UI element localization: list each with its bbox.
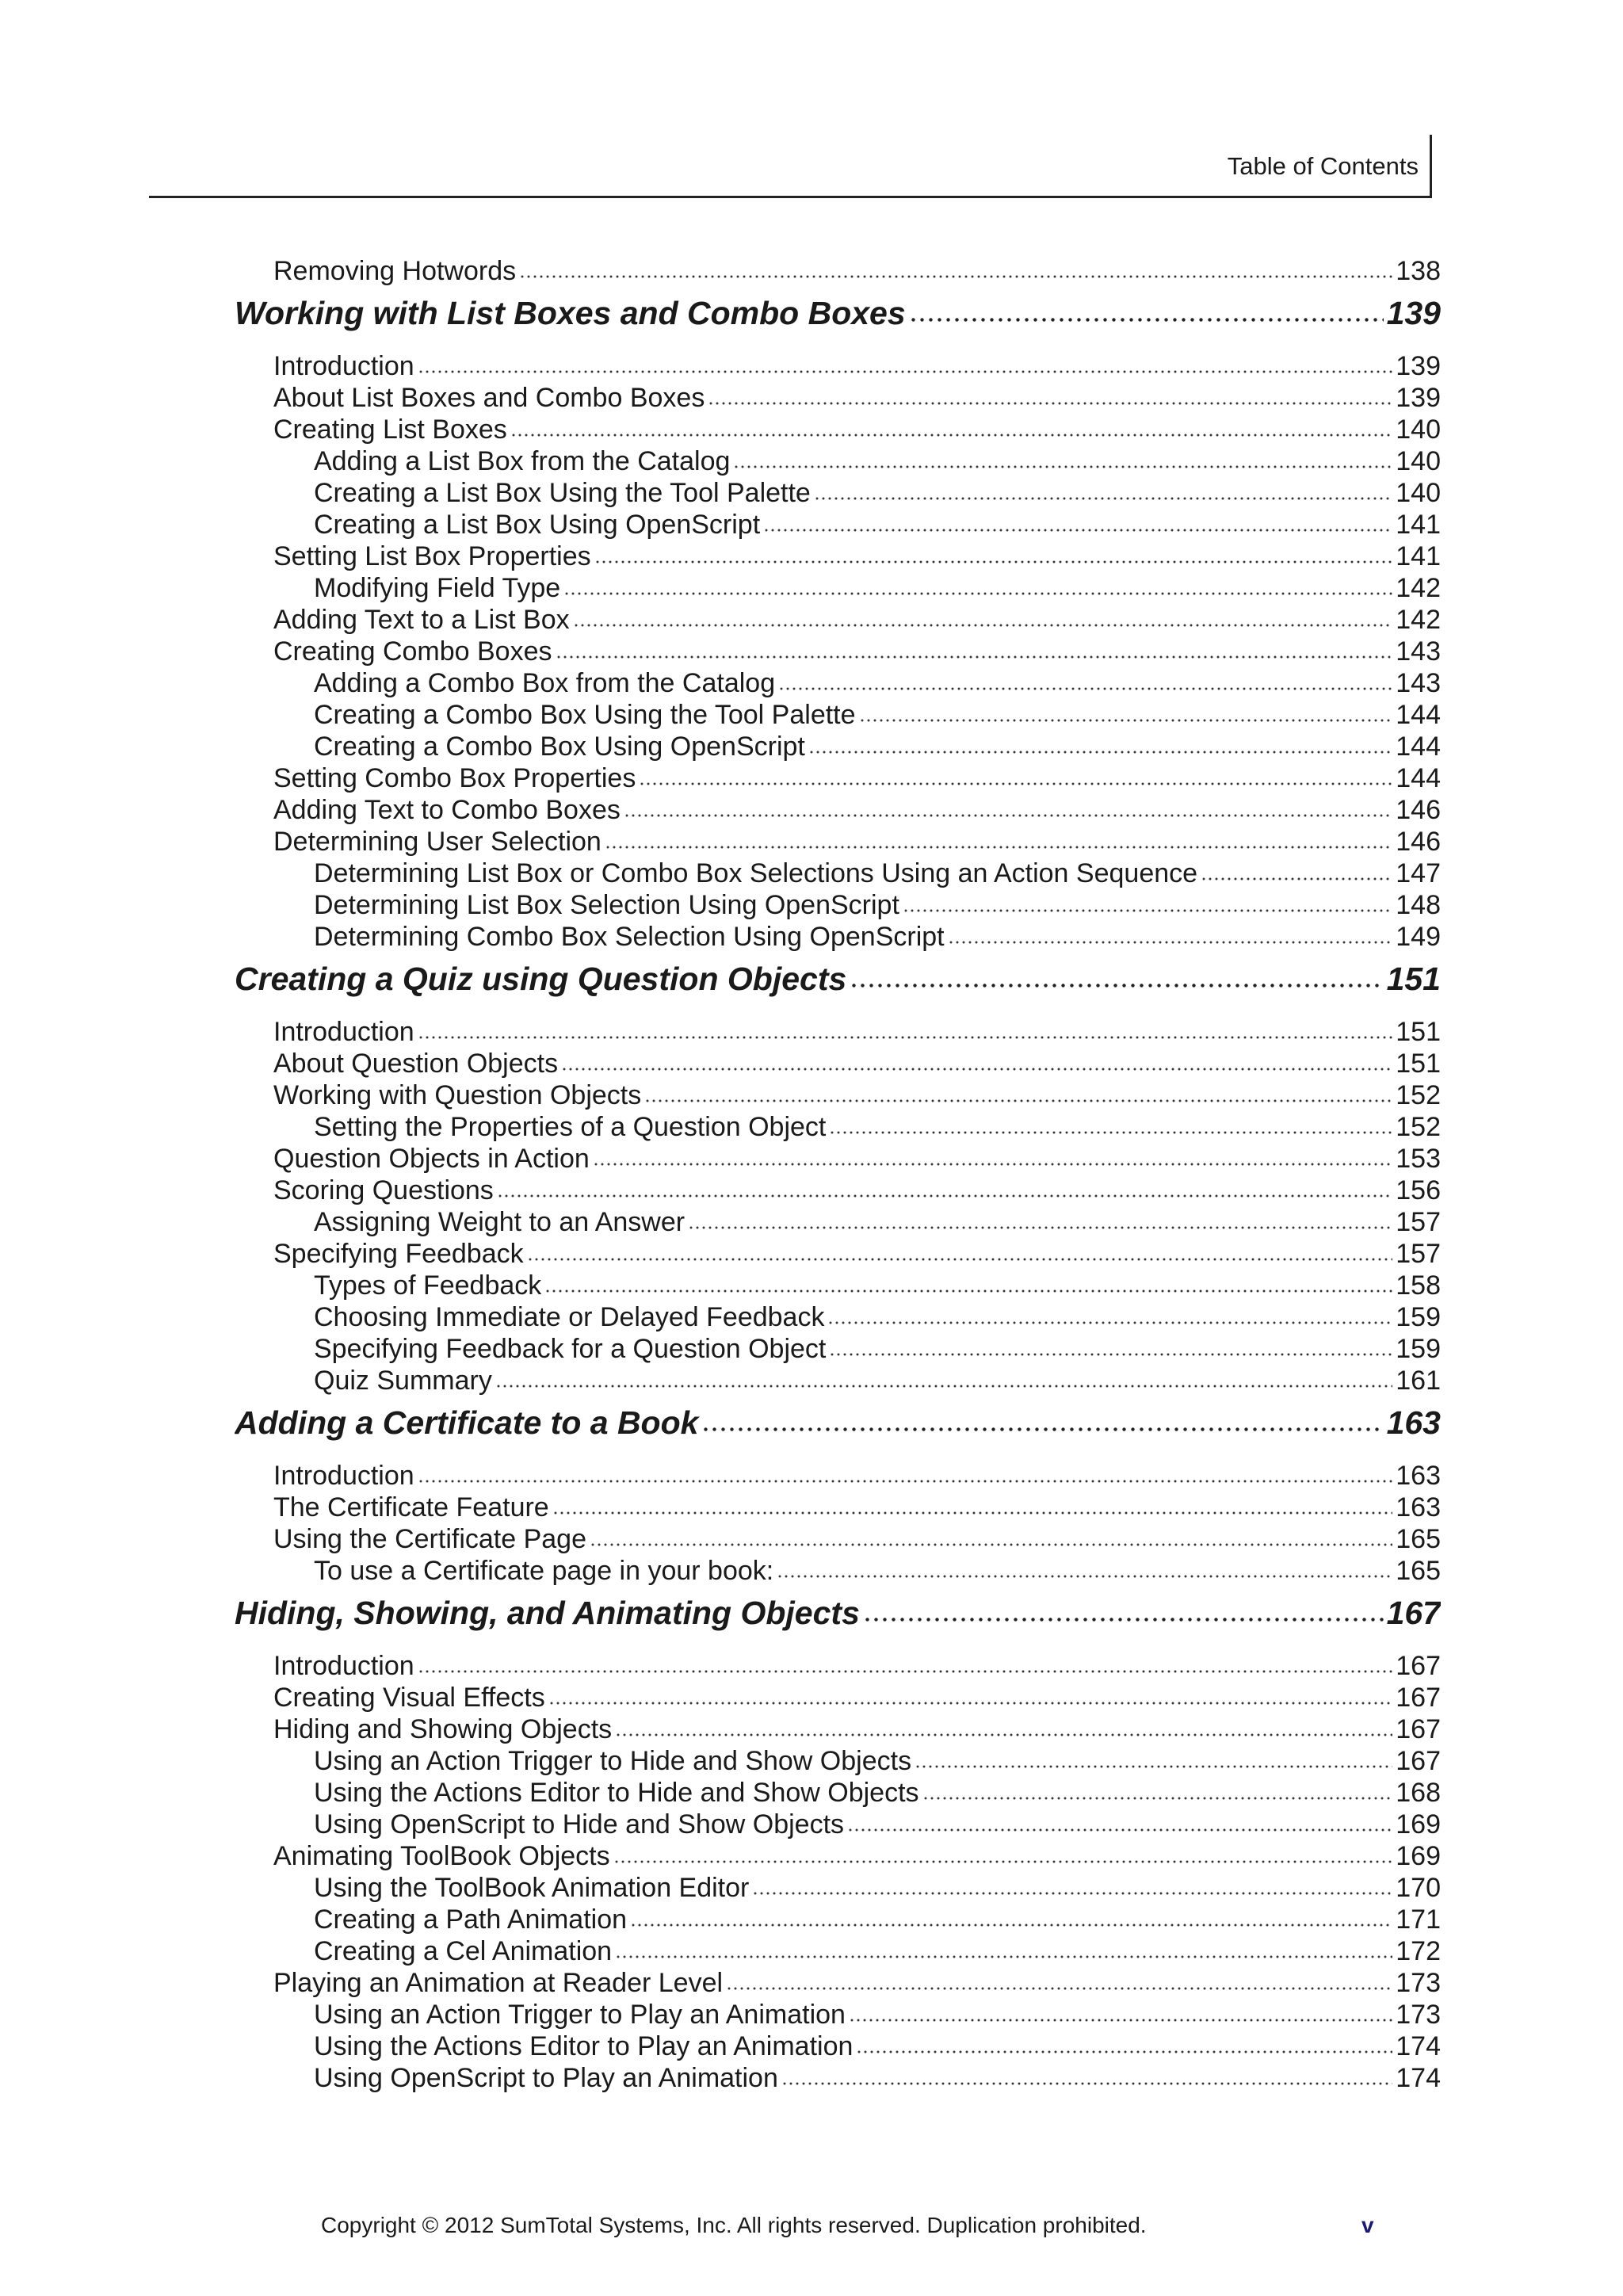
- toc-entry[interactable]: [314, 1206, 1441, 1238]
- dot-leader: [863, 1613, 1384, 1624]
- toc-entry[interactable]: [314, 1301, 1441, 1333]
- toc-entry-page: 165: [1396, 1524, 1441, 1554]
- toc-entry-page: 138: [1396, 256, 1441, 286]
- toc-entry-title: Question Objects in Action: [273, 1144, 590, 1174]
- toc-entry-title: Creating a List Box Using OpenScript: [314, 510, 761, 540]
- toc-entry-title: Using OpenScript to Hide and Show Objects: [314, 1809, 845, 1839]
- footer-copyright: Copyright © 2012 SumTotal Systems, Inc. All rights reserved. Duplication prohibited.: [321, 2213, 1147, 2237]
- toc-entry-title: Setting List Box Properties: [273, 541, 591, 571]
- dot-leader: [639, 777, 1392, 787]
- toc-entry-title: Specifying Feedback for a Question Object: [314, 1334, 827, 1364]
- dot-leader: [556, 651, 1393, 660]
- toc-entry[interactable]: [314, 1872, 1441, 1904]
- toc-entry-page: 142: [1396, 605, 1441, 635]
- toc-entry[interactable]: [273, 794, 1441, 826]
- toc-entry-title: Introduction: [273, 351, 414, 381]
- dot-leader: [593, 1158, 1392, 1167]
- toc-entry[interactable]: [273, 382, 1441, 414]
- toc-entry-page: 139: [1396, 383, 1441, 413]
- toc-entry-title: Creating List Boxes: [273, 415, 507, 445]
- toc-entry-page: 167: [1396, 1714, 1441, 1744]
- dot-leader: [590, 1538, 1392, 1548]
- dot-leader: [856, 2046, 1392, 2055]
- dot-leader: [624, 809, 1392, 819]
- toc-entry-page: 159: [1396, 1334, 1441, 1364]
- toc-entry-title: Creating Visual Effects: [273, 1683, 545, 1713]
- dot-leader: [847, 1824, 1392, 1833]
- dot-leader: [922, 1792, 1393, 1801]
- toc-entry-title: Assigning Weight to an Answer: [314, 1207, 685, 1237]
- toc-entry-title: Setting the Properties of a Question Object: [314, 1112, 827, 1142]
- dot-leader: [561, 1063, 1392, 1072]
- toc-entry[interactable]: [314, 1270, 1441, 1301]
- toc-entry-title: Determining List Box or Combo Box Selections Using an Action Sequence: [314, 858, 1198, 888]
- dot-leader: [605, 841, 1392, 850]
- toc-entry-page: 165: [1396, 1556, 1441, 1586]
- dot-leader: [418, 365, 1393, 375]
- dot-leader: [752, 1887, 1392, 1897]
- toc-entry-title: Setting Combo Box Properties: [273, 763, 636, 793]
- toc-entry[interactable]: [314, 1809, 1441, 1840]
- toc-entry-title: About Question Objects: [273, 1049, 559, 1079]
- toc-entry[interactable]: [273, 604, 1441, 636]
- toc-entry[interactable]: [314, 667, 1441, 699]
- toc-entry-title: Scoring Questions: [273, 1175, 494, 1205]
- footer-page-number: v: [1361, 2213, 1374, 2237]
- dot-leader: [829, 1348, 1392, 1358]
- toc-entry-title: Adding Text to Combo Boxes: [273, 795, 621, 825]
- toc-chapter-entry[interactable]: [235, 1593, 1441, 1633]
- toc-entry[interactable]: [273, 1967, 1441, 1999]
- toc-entry-page: 146: [1396, 827, 1441, 857]
- toc-entry[interactable]: [273, 414, 1441, 445]
- toc-entry-title: Introduction: [273, 1017, 414, 1047]
- toc-entry-title: Using an Action Trigger to Hide and Show Objects: [314, 1746, 912, 1776]
- dot-leader: [903, 904, 1392, 914]
- toc-entry-title: Using the Actions Editor to Play an Animation: [314, 2031, 854, 2061]
- toc-entry-title: Animating ToolBook Objects: [273, 1841, 610, 1871]
- dot-leader: [909, 313, 1384, 324]
- toc-entry[interactable]: [273, 1682, 1441, 1713]
- toc-entry[interactable]: [273, 826, 1441, 858]
- dot-leader: [859, 714, 1393, 724]
- toc-entry-page: 141: [1396, 510, 1441, 540]
- toc-entry-title: Using the Actions Editor to Hide and Show Objects: [314, 1778, 919, 1808]
- toc-entry-title: Creating a List Box Using the Tool Palette: [314, 478, 811, 508]
- toc-entry-page: 167: [1396, 1651, 1441, 1681]
- toc-entry[interactable]: [273, 350, 1441, 382]
- dot-leader: [778, 682, 1392, 692]
- dot-leader: [829, 1126, 1392, 1136]
- toc-entry-title: Removing Hotwords: [273, 256, 517, 286]
- toc-entry-page: 157: [1396, 1207, 1441, 1237]
- dot-leader: [552, 1507, 1393, 1516]
- toc-entry-title: Introduction: [273, 1651, 414, 1681]
- toc-entry-title: Adding a List Box from the Catalog: [314, 446, 731, 476]
- toc-entry-page: 167: [1386, 1595, 1441, 1631]
- toc-entry[interactable]: [314, 1111, 1441, 1143]
- toc-entry-title: Using the ToolBook Animation Editor: [314, 1873, 750, 1903]
- toc-entry[interactable]: [273, 636, 1441, 667]
- toc-entry-page: 174: [1396, 2063, 1441, 2093]
- toc-entry-page: 142: [1396, 573, 1441, 603]
- toc-entry-page: 143: [1396, 636, 1441, 667]
- toc-entry-page: 163: [1396, 1492, 1441, 1522]
- toc-entry-page: 151: [1396, 1017, 1441, 1047]
- toc-entry-title: To use a Certificate page in your book:: [314, 1556, 774, 1586]
- dot-leader: [849, 2014, 1392, 2023]
- toc-entry-page: 140: [1396, 478, 1441, 508]
- toc-entry[interactable]: [314, 1555, 1441, 1587]
- toc-entry-page: 168: [1396, 1778, 1441, 1808]
- dot-leader: [418, 1665, 1393, 1675]
- toc-entry-page: 157: [1396, 1239, 1441, 1269]
- toc-entry-title: Determining Combo Box Selection Using OpenScript: [314, 922, 945, 952]
- toc-entry-title: The Certificate Feature: [273, 1492, 549, 1522]
- toc-entry[interactable]: [273, 1016, 1441, 1048]
- toc-entry[interactable]: [273, 1713, 1441, 1745]
- toc-entry-page: 144: [1396, 700, 1441, 730]
- toc-entry-page: 146: [1396, 795, 1441, 825]
- toc-entry[interactable]: [314, 445, 1441, 477]
- dot-leader: [644, 1095, 1392, 1104]
- toc-entry-page: 159: [1396, 1302, 1441, 1332]
- toc-chapter-entry[interactable]: [235, 293, 1441, 333]
- dot-leader: [1201, 873, 1392, 882]
- toc-entry-title: Working with List Boxes and Combo Boxes: [235, 295, 906, 331]
- toc-entry[interactable]: [273, 1650, 1441, 1682]
- toc-entry[interactable]: [314, 889, 1441, 921]
- toc-entry-page: 163: [1396, 1461, 1441, 1491]
- dot-leader: [733, 460, 1392, 470]
- toc-entry-title: Hiding and Showing Objects: [273, 1714, 613, 1744]
- toc-entry-page: 170: [1396, 1873, 1441, 1903]
- toc-entry-page: 161: [1396, 1366, 1441, 1396]
- toc-entry-title: Adding Text to a List Box: [273, 605, 570, 635]
- toc-entry[interactable]: [314, 1999, 1441, 2030]
- toc-entry-title: Creating a Cel Animation: [314, 1936, 613, 1966]
- dot-leader: [594, 556, 1393, 565]
- toc-entry[interactable]: [314, 477, 1441, 509]
- toc-entry[interactable]: [314, 1777, 1441, 1809]
- toc-entry-title: Creating a Path Animation: [314, 1904, 628, 1935]
- toc-entry-title: Creating Combo Boxes: [273, 636, 552, 667]
- dot-leader: [777, 1570, 1392, 1580]
- dot-leader: [701, 1423, 1383, 1434]
- toc-entry-title: Modifying Field Type: [314, 573, 561, 603]
- dot-leader: [563, 587, 1392, 597]
- toc-entry-title: Types of Feedback: [314, 1270, 542, 1301]
- dot-leader: [527, 1253, 1393, 1263]
- toc-entry[interactable]: [273, 1175, 1441, 1206]
- toc-entry[interactable]: [314, 699, 1441, 731]
- toc-entry-title: Using an Action Trigger to Play an Animation: [314, 2000, 846, 2030]
- toc-entry[interactable]: [314, 731, 1441, 762]
- toc-entry-page: 167: [1396, 1683, 1441, 1713]
- toc-entry[interactable]: [273, 1523, 1441, 1555]
- dot-leader: [418, 1031, 1393, 1041]
- toc-entry-page: 152: [1396, 1080, 1441, 1110]
- toc-entry-page: 151: [1386, 961, 1441, 997]
- dot-leader: [630, 1919, 1392, 1928]
- toc-entry-title: Creating a Quiz using Question Objects: [235, 961, 847, 997]
- dot-leader: [726, 1982, 1392, 1992]
- toc-entry-page: 163: [1386, 1404, 1441, 1441]
- toc-entry[interactable]: [273, 1079, 1441, 1111]
- toc-entry-page: 169: [1396, 1809, 1441, 1839]
- toc-entry[interactable]: [314, 2062, 1441, 2094]
- toc-entry[interactable]: [273, 1840, 1441, 1872]
- toc-entry-page: 149: [1396, 922, 1441, 952]
- dot-leader: [495, 1380, 1392, 1389]
- toc-entry-title: Determining List Box Selection Using OpenScript: [314, 890, 899, 920]
- toc-entry-title: Introduction: [273, 1461, 414, 1491]
- dot-leader: [948, 936, 1393, 946]
- toc-entry-title: Adding a Combo Box from the Catalog: [314, 668, 776, 698]
- toc-entry[interactable]: [314, 1745, 1441, 1777]
- toc-entry-page: 156: [1396, 1175, 1441, 1205]
- toc-entry-title: Hiding, Showing, and Animating Objects: [235, 1595, 860, 1631]
- toc-entry[interactable]: [314, 1333, 1441, 1365]
- dot-leader: [573, 619, 1393, 628]
- toc-entry-page: 140: [1396, 415, 1441, 445]
- toc-entry-page: 173: [1396, 2000, 1441, 2030]
- toc-entry[interactable]: [273, 1492, 1441, 1523]
- toc-entry[interactable]: [273, 1143, 1441, 1175]
- dot-leader: [615, 1950, 1392, 1960]
- toc-entry-page: 152: [1396, 1112, 1441, 1142]
- running-header: Table of Contents: [1227, 152, 1419, 180]
- toc-entry-page: 144: [1396, 763, 1441, 793]
- dot-leader: [781, 2077, 1392, 2087]
- toc-entry-page: 174: [1396, 2031, 1441, 2061]
- toc-entry-title: Quiz Summary: [314, 1366, 492, 1396]
- toc-entry[interactable]: [314, 572, 1441, 604]
- toc-entry[interactable]: [273, 1238, 1441, 1270]
- toc-entry[interactable]: [314, 1935, 1441, 1967]
- toc-entry-page: 141: [1396, 541, 1441, 571]
- toc-entry-page: 153: [1396, 1144, 1441, 1174]
- toc-entry-title: Creating a Combo Box Using the Tool Palette: [314, 700, 856, 730]
- toc-entry-title: Creating a Combo Box Using OpenScript: [314, 732, 805, 762]
- toc-entry[interactable]: [273, 1460, 1441, 1492]
- toc-entry-title: Working with Question Objects: [273, 1080, 642, 1110]
- toc-entry-page: 171: [1396, 1904, 1441, 1935]
- toc-entry-page: 167: [1396, 1746, 1441, 1776]
- toc-entry-page: 173: [1396, 1968, 1441, 1998]
- toc-entry-page: 172: [1396, 1936, 1441, 1966]
- toc-entry[interactable]: [314, 2030, 1441, 2062]
- toc-entry[interactable]: [314, 1904, 1441, 1935]
- toc-entry-page: 140: [1396, 446, 1441, 476]
- toc-entry-page: 139: [1386, 295, 1441, 331]
- toc-entry[interactable]: [314, 509, 1441, 541]
- dot-leader: [808, 746, 1392, 755]
- toc-chapter-entry[interactable]: [235, 1403, 1441, 1442]
- dot-leader: [548, 1697, 1393, 1706]
- toc-entry[interactable]: [273, 1048, 1441, 1079]
- dot-leader: [708, 397, 1392, 407]
- toc-entry-title: About List Boxes and Combo Boxes: [273, 383, 705, 413]
- toc-entry-page: 144: [1396, 732, 1441, 762]
- dot-leader: [688, 1221, 1392, 1231]
- toc-entry[interactable]: [273, 255, 1441, 287]
- toc-entry-title: Using the Certificate Page: [273, 1524, 586, 1554]
- dot-leader: [814, 492, 1392, 502]
- toc-entry-page: 151: [1396, 1049, 1441, 1079]
- toc-entry-page: 139: [1396, 351, 1441, 381]
- toc-entry-page: 148: [1396, 890, 1441, 920]
- toc-entry-page: 147: [1396, 858, 1441, 888]
- toc-entry-page: 158: [1396, 1270, 1441, 1301]
- dot-leader: [763, 524, 1392, 533]
- dot-leader: [915, 1760, 1392, 1770]
- dot-leader: [418, 1475, 1393, 1484]
- toc-entry[interactable]: [273, 762, 1441, 794]
- toc-entry-title: Using OpenScript to Play an Animation: [314, 2063, 778, 2093]
- dot-leader: [519, 270, 1392, 280]
- dot-leader: [544, 1285, 1392, 1294]
- toc-entry-title: Determining User Selection: [273, 827, 601, 857]
- toc-entry-page: 169: [1396, 1841, 1441, 1871]
- toc-entry-title: Specifying Feedback: [273, 1239, 524, 1269]
- dot-leader: [510, 429, 1392, 438]
- toc-entry-title: Adding a Certificate to a Book: [235, 1404, 699, 1441]
- toc-chapter-entry[interactable]: [235, 959, 1441, 999]
- dot-leader: [827, 1316, 1392, 1326]
- toc-entry[interactable]: [314, 1365, 1441, 1396]
- toc-entry[interactable]: [314, 858, 1441, 889]
- toc-entry[interactable]: [314, 921, 1441, 953]
- dot-leader: [497, 1190, 1392, 1199]
- toc-entry[interactable]: [273, 541, 1441, 572]
- toc-entry-page: 143: [1396, 668, 1441, 698]
- dot-leader: [615, 1729, 1392, 1738]
- dot-leader: [850, 979, 1383, 990]
- toc-entry-title: Playing an Animation at Reader Level: [273, 1968, 724, 1998]
- dot-leader: [613, 1855, 1393, 1865]
- toc-entry-title: Choosing Immediate or Delayed Feedback: [314, 1302, 825, 1332]
